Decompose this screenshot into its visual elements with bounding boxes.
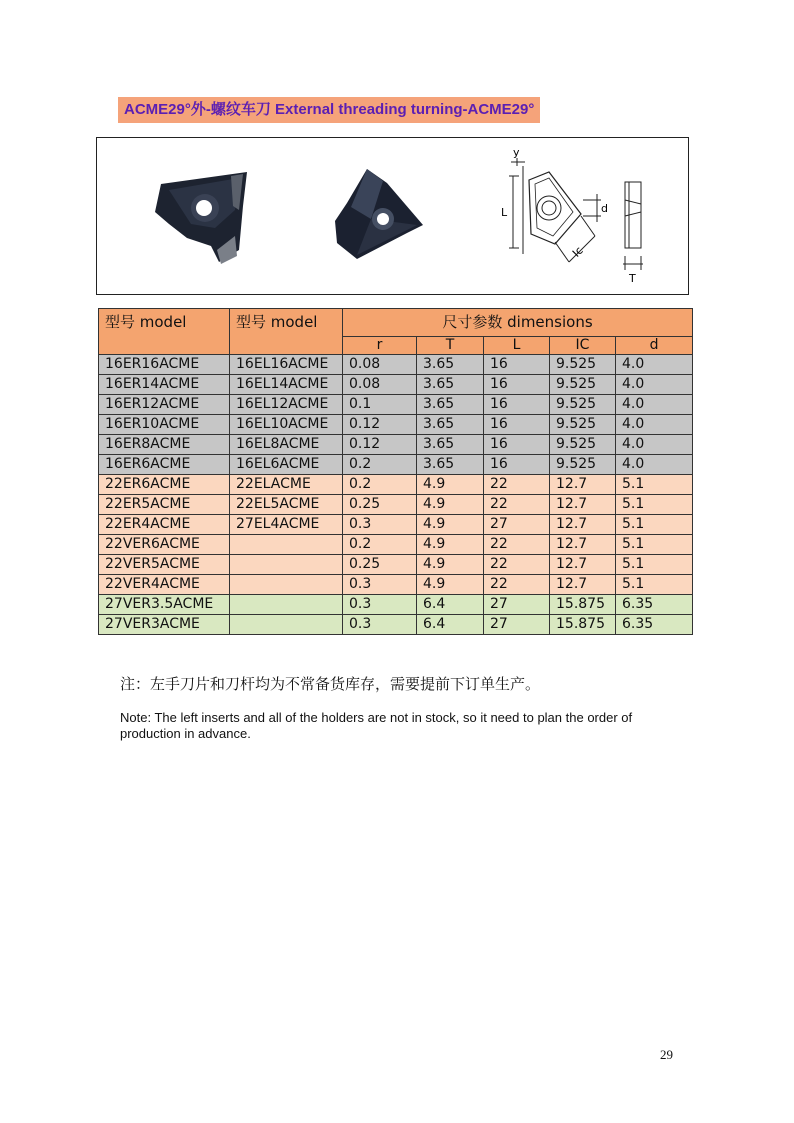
cell-a: 22ER6ACME <box>99 475 230 495</box>
cell-ic: 9.525 <box>550 435 616 455</box>
cell-a: 16ER14ACME <box>99 375 230 395</box>
cell-l: 27 <box>484 595 550 615</box>
cell-r: 0.08 <box>343 375 417 395</box>
cell-b: 16EL6ACME <box>230 455 343 475</box>
label-l: L <box>501 206 508 219</box>
cell-a: 22VER4ACME <box>99 575 230 595</box>
table-row <box>99 475 693 495</box>
cell-t: 4.9 <box>417 575 484 595</box>
cell-ic: 12.7 <box>550 575 616 595</box>
cell-t: 4.9 <box>417 515 484 535</box>
cell-ic: 12.7 <box>550 475 616 495</box>
label-ic: Ic <box>569 244 586 260</box>
cell-ic: 9.525 <box>550 395 616 415</box>
cell-t: 4.9 <box>417 495 484 515</box>
table-row <box>99 575 693 595</box>
cell-b: 16EL16ACME <box>230 355 343 375</box>
table-row <box>99 595 693 615</box>
cell-t: 3.65 <box>417 415 484 435</box>
cell-d: 5.1 <box>616 555 693 575</box>
note-chinese: 注：左手刀片和刀杆均为不常备货库存，需要提前下订单生产。 <box>120 675 541 693</box>
cell-t: 3.65 <box>417 435 484 455</box>
cell-b <box>230 615 343 635</box>
header-model-2: 型号 model <box>230 309 343 355</box>
cell-t: 4.9 <box>417 475 484 495</box>
cell-t: 3.65 <box>417 395 484 415</box>
cell-b: 16EL10ACME <box>230 415 343 435</box>
cell-ic: 9.525 <box>550 375 616 395</box>
cell-b: 22ELACME <box>230 475 343 495</box>
cell-r: 0.3 <box>343 575 417 595</box>
cell-b <box>230 535 343 555</box>
cell-r: 0.12 <box>343 415 417 435</box>
cell-d: 5.1 <box>616 575 693 595</box>
cell-r: 0.3 <box>343 515 417 535</box>
cell-ic: 9.525 <box>550 355 616 375</box>
cell-a: 27VER3ACME <box>99 615 230 635</box>
cell-l: 16 <box>484 375 550 395</box>
cell-r: 0.1 <box>343 395 417 415</box>
cell-d: 6.35 <box>616 595 693 615</box>
table-row <box>99 515 693 535</box>
cell-d: 4.0 <box>616 355 693 375</box>
cell-r: 0.2 <box>343 535 417 555</box>
cell-ic: 15.875 <box>550 595 616 615</box>
cell-ic: 9.525 <box>550 455 616 475</box>
cell-l: 22 <box>484 555 550 575</box>
table-row <box>99 395 693 415</box>
cell-a: 16ER10ACME <box>99 415 230 435</box>
header-row <box>99 309 693 337</box>
cell-l: 16 <box>484 355 550 375</box>
cell-l: 16 <box>484 435 550 455</box>
table-row <box>99 355 693 375</box>
cell-t: 3.65 <box>417 375 484 395</box>
cell-b: 27EL4ACME <box>230 515 343 535</box>
cell-t: 3.65 <box>417 455 484 475</box>
cell-d: 5.1 <box>616 475 693 495</box>
cell-t: 4.9 <box>417 535 484 555</box>
subheader-d: d <box>616 337 693 355</box>
cell-b <box>230 555 343 575</box>
cell-b: 22EL5ACME <box>230 495 343 515</box>
cell-l: 22 <box>484 535 550 555</box>
label-t: T <box>629 272 636 285</box>
cell-a: 16ER12ACME <box>99 395 230 415</box>
cell-l: 22 <box>484 495 550 515</box>
cell-ic: 9.525 <box>550 415 616 435</box>
cell-a: 16ER8ACME <box>99 435 230 455</box>
subheader-ic: IC <box>550 337 616 355</box>
table-row <box>99 495 693 515</box>
spec-table <box>98 308 693 635</box>
label-y: y <box>513 146 520 159</box>
cell-b: 16EL14ACME <box>230 375 343 395</box>
cell-ic: 12.7 <box>550 555 616 575</box>
cell-ic: 15.875 <box>550 615 616 635</box>
page-number: 29 <box>660 1047 673 1062</box>
cell-l: 22 <box>484 475 550 495</box>
cell-d: 4.0 <box>616 395 693 415</box>
table-row <box>99 555 693 575</box>
cell-l: 16 <box>484 415 550 435</box>
subheader-r: r <box>343 337 417 355</box>
cell-a: 22ER4ACME <box>99 515 230 535</box>
cell-t: 6.4 <box>417 595 484 615</box>
cell-d: 4.0 <box>616 455 693 475</box>
cell-r: 0.12 <box>343 435 417 455</box>
cell-d: 4.0 <box>616 375 693 395</box>
table-row <box>99 455 693 475</box>
cell-a: 22VER6ACME <box>99 535 230 555</box>
cell-a: 22ER5ACME <box>99 495 230 515</box>
cell-ic: 12.7 <box>550 495 616 515</box>
figure-box <box>96 137 689 295</box>
cell-a: 16ER16ACME <box>99 355 230 375</box>
cell-d: 5.1 <box>616 515 693 535</box>
page-title: ACME29°外-螺纹车刀 External threading turning-ACME29° <box>118 97 540 123</box>
table-row <box>99 615 693 635</box>
cell-a: 16ER6ACME <box>99 455 230 475</box>
cell-l: 16 <box>484 395 550 415</box>
cell-l: 16 <box>484 455 550 475</box>
cell-r: 0.3 <box>343 615 417 635</box>
cell-a: 27VER3.5ACME <box>99 595 230 615</box>
cell-ic: 12.7 <box>550 515 616 535</box>
cell-t: 3.65 <box>417 355 484 375</box>
subheader-t: T <box>417 337 484 355</box>
header-dimensions: 尺寸参数 dimensions <box>343 309 693 337</box>
cell-d: 5.1 <box>616 535 693 555</box>
dimension-drawing <box>497 144 687 289</box>
cell-d: 6.35 <box>616 615 693 635</box>
note-english: Note: The left inserts and all of the holders are not in stock, so it need to plan the order of production in advance. <box>120 710 633 741</box>
cell-r: 0.2 <box>343 475 417 495</box>
insert-photo-2 <box>327 163 427 263</box>
table-row <box>99 535 693 555</box>
cell-b <box>230 575 343 595</box>
cell-d: 5.1 <box>616 495 693 515</box>
cell-ic: 12.7 <box>550 535 616 555</box>
cell-b: 16EL12ACME <box>230 395 343 415</box>
header-model-1: 型号 model <box>99 309 230 355</box>
cell-r: 0.3 <box>343 595 417 615</box>
cell-r: 0.08 <box>343 355 417 375</box>
cell-l: 27 <box>484 515 550 535</box>
cell-b: 16EL8ACME <box>230 435 343 455</box>
cell-l: 27 <box>484 615 550 635</box>
label-d: d <box>601 202 608 215</box>
cell-d: 4.0 <box>616 415 693 435</box>
subheader-l: L <box>484 337 550 355</box>
table-row <box>99 415 693 435</box>
cell-a: 22VER5ACME <box>99 555 230 575</box>
cell-t: 6.4 <box>417 615 484 635</box>
cell-d: 4.0 <box>616 435 693 455</box>
cell-l: 22 <box>484 575 550 595</box>
table-row <box>99 375 693 395</box>
table-row <box>99 435 693 455</box>
cell-r: 0.25 <box>343 555 417 575</box>
cell-r: 0.2 <box>343 455 417 475</box>
cell-r: 0.25 <box>343 495 417 515</box>
cell-b <box>230 595 343 615</box>
insert-photo-1 <box>147 166 257 266</box>
cell-t: 4.9 <box>417 555 484 575</box>
